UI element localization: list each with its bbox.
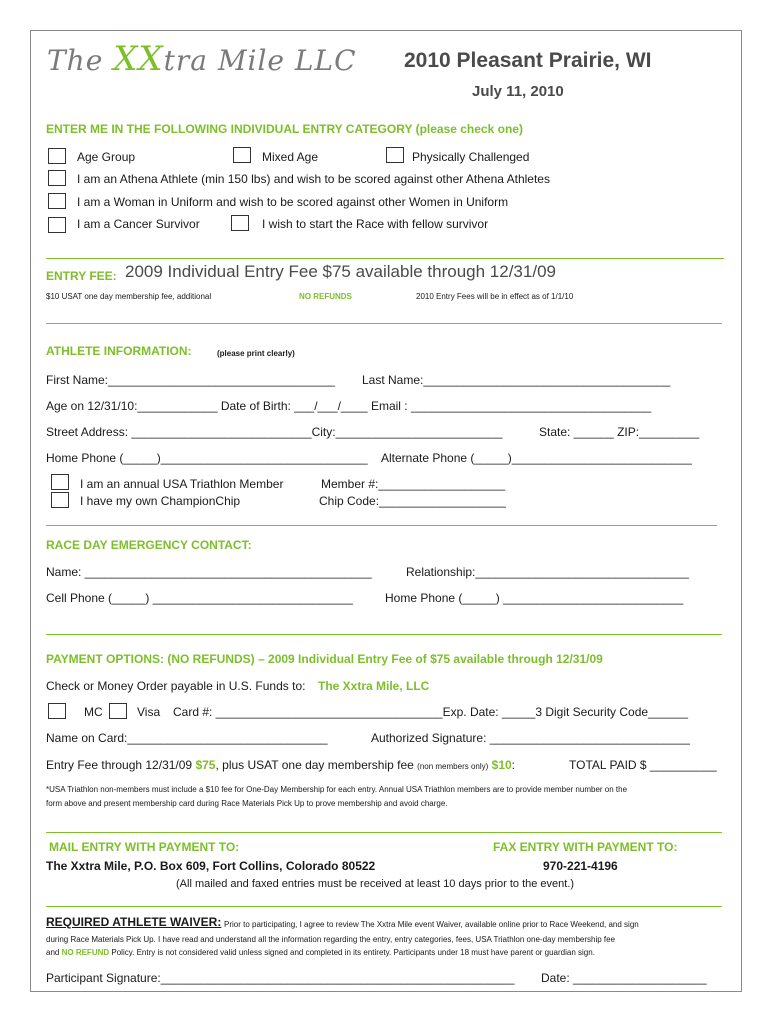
entry-fee-headline: 2009 Individual Entry Fee $75 available through 12/31/09 xyxy=(125,262,556,281)
uniform-checkbox[interactable] xyxy=(48,193,66,209)
card-number-field[interactable]: Card #: __________________________________Exp. Date: _____3 Digit Security Code______ xyxy=(173,705,689,719)
fax-number: 970-221-4196 xyxy=(543,859,618,873)
payable-prefix: Check or Money Order payable in U.S. Funds to: xyxy=(46,679,306,693)
fellow-survivor-label: I wish to start the Race with fellow survivor xyxy=(262,217,489,231)
emergency-heading: RACE DAY EMERGENCY CONTACT: xyxy=(46,538,252,552)
athena-checkbox[interactable] xyxy=(48,170,66,186)
mixed-age-label: Mixed Age xyxy=(262,150,319,164)
participant-signature-field[interactable]: Participant Signature:_____________________________________________________ xyxy=(46,971,515,985)
home-phone-field[interactable]: Home Phone (_____)_______________________________ xyxy=(46,451,368,465)
company-logo: The XXtra Mile LLC xyxy=(47,39,357,79)
mail-heading: MAIL ENTRY WITH PAYMENT TO: xyxy=(49,840,240,854)
event-title: 2010 Pleasant Prairie, WI xyxy=(404,49,652,72)
usat-note-line1: *USA Triathlon non-members must include a $10 fee for One-Day Membership for each entry. Annual USA Triathlon members are to provide member number on the xyxy=(46,785,628,794)
total-paid-field[interactable]: TOTAL PAID $ __________ xyxy=(569,758,717,772)
emergency-relationship-field[interactable]: Relationship:________________________________ xyxy=(406,565,689,579)
visa-checkbox[interactable] xyxy=(109,703,127,719)
age-group-label: Age Group xyxy=(77,150,136,164)
athena-label: I am an Athena Athlete (min 150 lbs) and wish to be scored against other Athena Athletes xyxy=(77,172,550,186)
category-heading: ENTER ME IN THE FOLLOWING INDIVIDUAL ENTRY CATEGORY (please check one) xyxy=(46,122,523,136)
uniform-label: I am a Woman in Uniform and wish to be scored against other Women in Uniform xyxy=(77,195,509,209)
fee-line: Entry Fee through 12/31/09 $75, plus USAT one day membership fee (non members only) $10: xyxy=(46,758,516,772)
last-name-field[interactable]: Last Name:_____________________________________ xyxy=(362,373,671,387)
fellow-survivor-checkbox[interactable] xyxy=(231,215,249,231)
athlete-info-heading: ATHLETE INFORMATION: xyxy=(46,344,192,358)
waiver-heading: REQUIRED ATHLETE WAIVER: xyxy=(46,915,222,929)
event-date: July 11, 2010 xyxy=(472,83,564,100)
emergency-home-phone-field[interactable]: Home Phone (_____) ___________________________ xyxy=(385,591,684,605)
fee-effective-note: 2010 Entry Fees will be in effect as of 1/1/10 xyxy=(416,292,574,301)
emergency-name-field[interactable]: Name: ___________________________________________ xyxy=(46,565,372,579)
divider xyxy=(46,634,722,635)
cancer-survivor-checkbox[interactable] xyxy=(48,217,66,233)
chip-code-field[interactable]: Chip Code:___________________ xyxy=(319,494,506,508)
first-name-field[interactable]: First Name:__________________________________ xyxy=(46,373,335,387)
no-refund-policy: NO REFUND xyxy=(61,948,110,957)
state-zip-fields[interactable]: State: ______ ZIP:_________ xyxy=(539,425,700,439)
mc-checkbox[interactable] xyxy=(48,703,66,719)
divider xyxy=(46,323,722,324)
usat-note-line2: form above and present membership card during Race Materials Pick Up to prove membership and avoid charge. xyxy=(46,799,448,808)
championchip-label: I have my own ChampionChip xyxy=(80,494,241,508)
divider xyxy=(46,525,717,526)
entry-form-page xyxy=(30,30,742,992)
usat-fee-note: $10 USAT one day membership fee, additional xyxy=(46,292,212,301)
physically-challenged-checkbox[interactable] xyxy=(386,147,404,163)
entry-fee-label: ENTRY FEE: xyxy=(46,269,117,283)
emergency-cell-field[interactable]: Cell Phone (_____) ______________________________ xyxy=(46,591,353,605)
usat-amount: $10 xyxy=(491,758,512,772)
divider xyxy=(46,832,722,833)
waiver-line3: and NO REFUND Policy. Entry is not considered valid unless signed and completed in its entirety. Participants under 18 must have parent or guardian sign. xyxy=(46,948,595,957)
waiver-line1: Prior to participating, I agree to review The Xxtra Mile event Waiver, available online prior to Race Weekend, and sign xyxy=(224,920,639,929)
signature-date-field[interactable]: Date: ____________________ xyxy=(541,971,707,985)
cancer-survivor-label: I am a Cancer Survivor xyxy=(77,217,200,231)
age-group-checkbox[interactable] xyxy=(48,148,66,164)
authorized-signature-field[interactable]: Authorized Signature: ______________________________ xyxy=(371,731,690,745)
member-number-field[interactable]: Member #:___________________ xyxy=(321,477,506,491)
age-dob-email-fields[interactable]: Age on 12/31/10:____________ Date of Birth: ___/___/____ Email : ____________________________________ xyxy=(46,399,652,413)
mail-address: The Xxtra Mile, P.O. Box 609, Fort Collins, Colorado 80522 xyxy=(46,859,376,873)
visa-label: Visa xyxy=(137,705,161,719)
payable-to: The Xxtra Mile, LLC xyxy=(318,679,430,693)
mixed-age-checkbox[interactable] xyxy=(233,147,251,163)
usa-member-label: I am an annual USA Triathlon Member xyxy=(80,477,284,491)
payment-heading: PAYMENT OPTIONS: (NO REFUNDS) – 2009 Individual Entry Fee of $75 available through 12/31/09 xyxy=(46,652,603,666)
divider xyxy=(46,258,724,259)
no-refunds-note: NO REFUNDS xyxy=(299,292,352,301)
waiver-line2: during Race Materials Pick Up. I have read and understand all the information regarding the entry, entry categories, fees, USA Triathlon one-day membership fee xyxy=(46,935,616,944)
fax-heading: FAX ENTRY WITH PAYMENT TO: xyxy=(493,840,678,854)
fee-amount: $75 xyxy=(195,758,216,772)
mc-label: MC xyxy=(84,705,103,719)
deadline-note: (All mailed and faxed entries must be received at least 10 days prior to the event.) xyxy=(176,878,575,890)
alternate-phone-field[interactable]: Alternate Phone (_____)___________________________ xyxy=(381,451,692,465)
print-clearly-note: (please print clearly) xyxy=(217,349,295,358)
usa-member-checkbox[interactable] xyxy=(51,474,69,490)
address-city-fields[interactable]: Street Address: ___________________________City:_________________________ xyxy=(46,425,503,439)
divider xyxy=(46,906,722,907)
physically-challenged-label: Physically Challenged xyxy=(412,150,530,164)
name-on-card-field[interactable]: Name on Card:______________________________ xyxy=(46,731,328,745)
championchip-checkbox[interactable] xyxy=(51,492,69,508)
